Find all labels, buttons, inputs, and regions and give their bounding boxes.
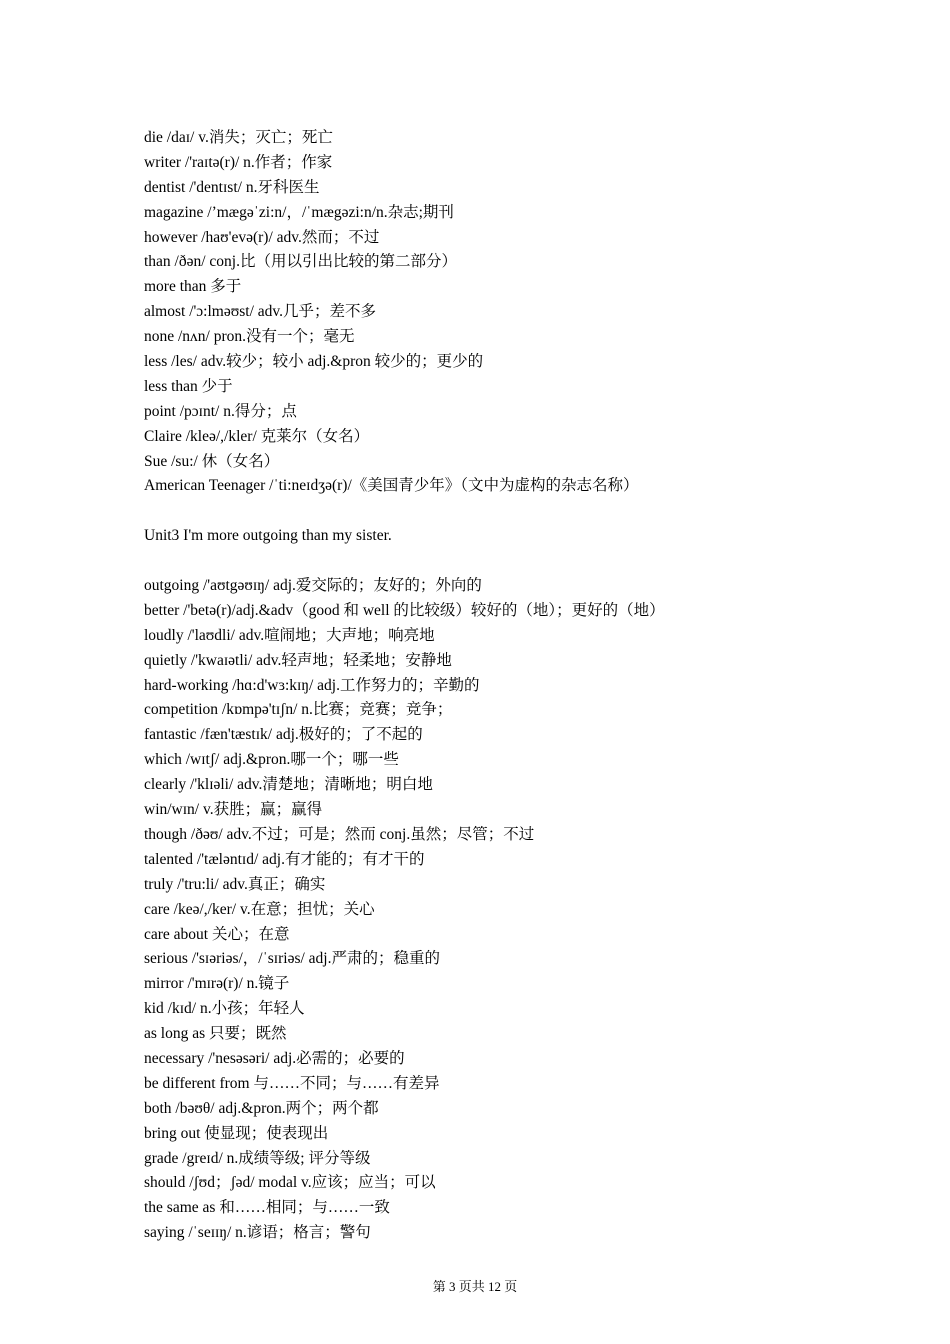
vocab-entry: kid /kɪd/ n.小孩；年轻人 — [144, 1000, 305, 1018]
vocab-entry: care about 关心；在意 — [144, 925, 290, 943]
vocab-entry: clearly /'klɪəli/ adv.清楚地；清晰地；明白地 — [144, 776, 433, 794]
vocab-entry: as long as 只要；既然 — [144, 1025, 287, 1043]
vocab-entry: bring out 使显现；使表现出 — [144, 1124, 329, 1142]
vocab-entry: however /haʊ'evə(r)/ adv.然而；不过 — [144, 228, 380, 246]
vocab-entry: less /les/ adv.较少；较小 adj.&pron 较少的；更少的 — [144, 353, 484, 371]
vocab-entry: saying /ˈseɪɪŋ/ n.谚语；格言；警句 — [144, 1224, 371, 1242]
vocab-entry: writer /'raɪtə(r)/ n.作者；作家 — [144, 153, 333, 171]
page-footer — [0, 1278, 950, 1296]
vocab-entry: point /pɔɪnt/ n.得分；点 — [144, 402, 297, 420]
vocab-entry: competition /kɒmpə'tɪʃn/ n.比赛；竞赛；竞争； — [144, 701, 453, 719]
vocab-entry: mirror /'mɪrə(r)/ n.镜子 — [144, 975, 290, 993]
vocab-entry: than /ðən/ conj.比（用以引出比较的第二部分） — [144, 253, 457, 271]
vocab-entry: though /ðəʊ/ adv.不过；可是；然而 conj.虽然；尽管；不过 — [144, 825, 535, 843]
vocab-entry: fantastic /fæn'tæstɪk/ adj.极好的；了不起的 — [144, 726, 423, 744]
vocab-entry: less than 少于 — [144, 377, 233, 395]
vocab-entry: win/wɪn/ v.获胜；赢；赢得 — [144, 801, 323, 819]
vocab-entry: truly /'tru:li/ adv.真正；确实 — [144, 875, 326, 893]
vocab-entry: outgoing /'aʊtgəʊɪŋ/ adj.爱交际的；友好的；外向的 — [144, 577, 482, 595]
vocab-entry: die /daɪ/ v.消失；灭亡；死亡 — [144, 129, 333, 146]
vocab-entry: both /bəʊθ/ adj.&pron.两个；两个都 — [144, 1099, 379, 1117]
page-number-label: 第 3 页共 12 页 — [432, 1279, 518, 1294]
vocab-entry: hard-working /hɑ:d'wɜ:kɪŋ/ adj.工作努力的；辛勤的 — [144, 676, 480, 694]
vocab-entry: be different from 与……不同；与……有差异 — [144, 1074, 440, 1092]
unit-heading: Unit3 I'm more outgoing than my sister. — [144, 527, 392, 545]
vocab-entry: talented /'tæləntɪd/ adj.有才能的；有才干的 — [144, 850, 425, 868]
vocab-entry: quietly /'kwaɪətli/ adv.轻声地；轻柔地；安静地 — [144, 651, 452, 669]
vocab-entry: grade /greɪd/ n.成绩等级; 评分等级 — [144, 1149, 371, 1167]
vocab-entry: serious /'sɪəriəs/，/ˈsɪriəs/ adj.严肃的；稳重的 — [144, 950, 440, 968]
vocab-entry: none /nʌn/ pron.没有一个；毫无 — [144, 328, 355, 346]
spacer — [144, 549, 934, 574]
vocab-entry: Sue /su:/ 休（女名） — [144, 452, 280, 470]
vocab-entry: should /ʃʊd；ʃəd/ modal v.应该；应当；可以 — [144, 1174, 436, 1192]
vocab-entry: care /keə/,/ker/ v.在意；担忧；关心 — [144, 900, 375, 918]
vocab-entry: better /'betə(r)/adj.&adv（good 和 well 的比较级）较好的（地）；更好的（地） — [144, 601, 665, 619]
vocab-entry: dentist /'dentɪst/ n.牙科医生 — [144, 178, 320, 196]
vocab-entry: loudly /'laʊdli/ adv.喧闹地；大声地；响亮地 — [144, 626, 435, 644]
vocab-entry: Claire /kleə/,/kler/ 克莱尔（女名） — [144, 427, 370, 445]
vocabulary-list — [144, 126, 934, 1246]
vocab-entry: almost /'ɔ:lməʊst/ adv.几乎；差不多 — [144, 303, 377, 321]
spacer — [144, 499, 934, 524]
vocab-entry: the same as 和……相同；与……一致 — [144, 1199, 390, 1217]
vocab-entry: which /wɪtʃ/ adj.&pron.哪一个；哪一些 — [144, 751, 399, 769]
vocab-entry: more than 多于 — [144, 278, 242, 296]
vocab-entry: necessary /'nesəsəri/ adj.必需的；必要的 — [144, 1049, 405, 1067]
vocab-entry: magazine /’mægəˈzi:n/，/ˈmægəzi:n/n.杂志;期刊 — [144, 203, 454, 221]
vocab-entry: American Teenager /ˈti:neɪdʒə(r)/《美国青少年》（文中为虚构的杂志名称） — [144, 477, 639, 495]
